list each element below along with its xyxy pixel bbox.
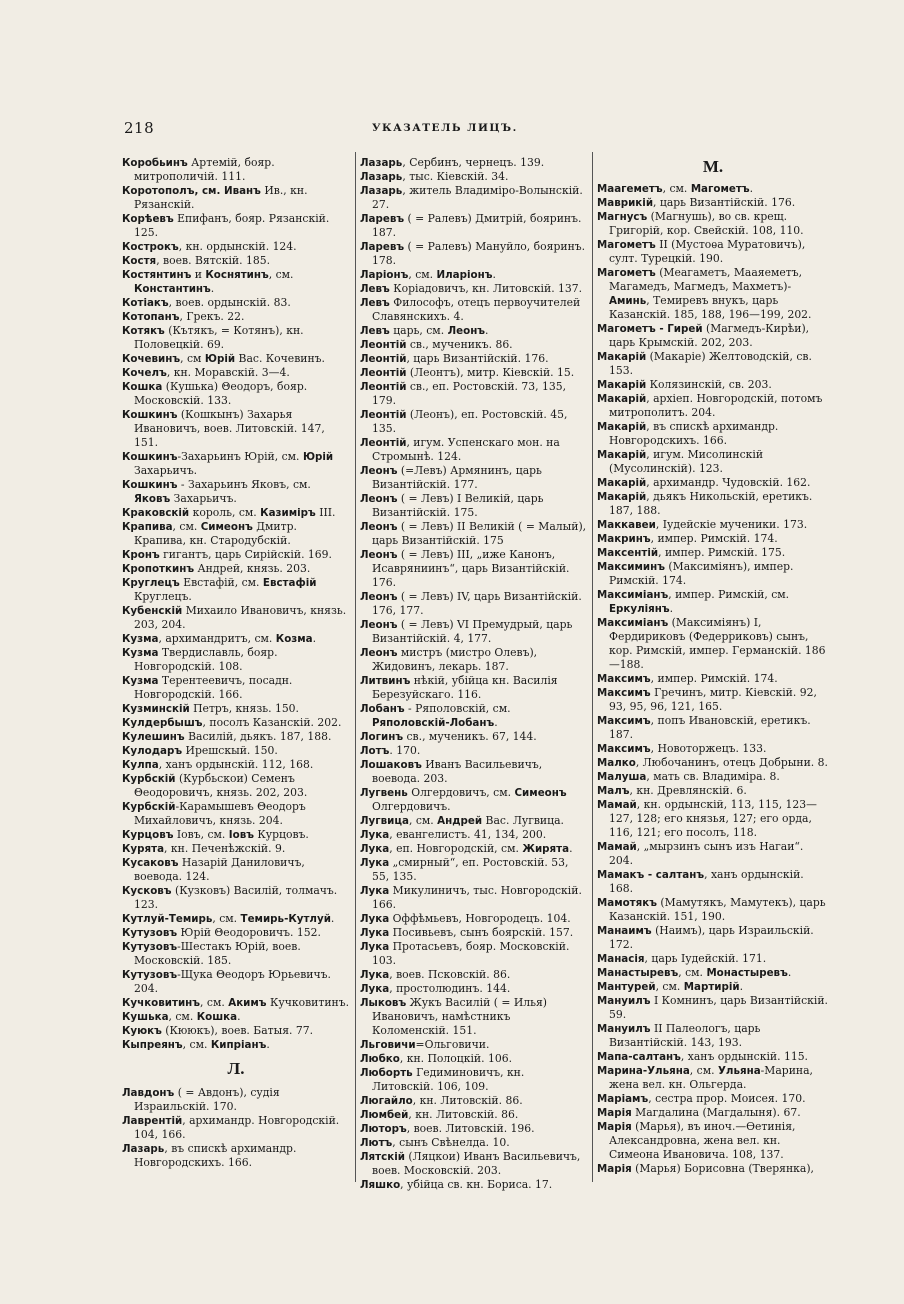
index-entry: Кузма Терентеевичъ, посадн. Новгородскій. 166. <box>122 674 293 701</box>
index-entry: Манасія, царь Іудейскій. 171. <box>597 952 767 965</box>
column-divider <box>355 152 356 1182</box>
page-number: 218 <box>124 119 155 137</box>
index-entry: Любко, кн. Полоцкій. 106. <box>360 1052 513 1065</box>
index-entry: Малуша, мать св. Владиміра. 8. <box>597 770 780 783</box>
index-entry: Мануилъ II Палеологъ, царь Византійскій. 143, 193. <box>597 1022 761 1049</box>
index-entry: Леонъ ( = Левъ) VI Премудрый, царь Византійскій. 4, 177. <box>360 618 573 645</box>
index-entry: Макарій (Макаріе) Желтоводскій, св. 153. <box>597 350 812 377</box>
index-entry: Магнусъ (Магнушь), во св. крещ. Григорій, кор. Свейскій. 108, 110. <box>597 210 804 237</box>
index-entry: Левъ Философъ, отецъ первоучителей Славянскихъ. 4. <box>360 296 581 323</box>
index-entry: Ляшко, убійца св. кн. Бориса. 17. <box>360 1178 553 1191</box>
index-entry: Кузма, архимандритъ, см. Козма. <box>122 632 317 645</box>
index-entry: Леонъ ( = Левъ) I Великій, царь Византійскій. 175. <box>360 492 544 519</box>
index-entry: Лука Протасьевъ, бояр. Московскій. 103. <box>360 940 570 967</box>
index-entry: Кузма Твердиславль, бояр. Новгородскій. 108. <box>122 646 278 673</box>
index-entry: Марина-Ульяна, см. Ульяна-Марина, жена вел. кн. Ольгерда. <box>597 1064 813 1091</box>
index-entry: Макринъ, импер. Римскій. 174. <box>597 532 778 545</box>
index-entry: Кушька, см. Кошка. <box>122 1010 241 1023</box>
index-entry: Магометъ - Гирей (Магмедъ-Кирѣи), царь Крымскій. 202, 203. <box>597 322 810 349</box>
index-entry: Кусковъ (Кузковъ) Василій, толмачъ. 123. <box>122 884 338 911</box>
running-head: УКАЗАТЕЛЬ ЛИЦЪ. <box>372 122 518 134</box>
index-entry: Мамакъ - салтанъ, ханъ ордынскій. 168. <box>597 868 804 895</box>
letter-heading: Л. <box>227 1059 245 1078</box>
index-entry: Кузминскій Петръ, князь. 150. <box>122 702 299 715</box>
index-entry: Мануилъ I Комнинъ, царь Византійскій. 59. <box>597 994 828 1021</box>
index-entry: Леонъ мистръ (мистро Олевъ), Жидовинъ, лекарь. 187. <box>360 646 538 673</box>
index-entry: Костя, воев. Вятскій. 185. <box>122 254 271 267</box>
index-entry: Лука Микулиничъ, тыс. Новгородскій. 166. <box>360 884 582 911</box>
index-entry: Курбскій-Карамышевъ Θеодоръ Михайловичъ, князь. 204. <box>122 800 306 827</box>
index-entry: Кочелъ, кн. Моравскій. 3—4. <box>122 366 290 379</box>
index-entry: Леонтій (Леонъ), еп. Ростовскій. 45, 135. <box>360 408 568 435</box>
index-entry: Макарій, дьякъ Никольскій, еретикъ. 187, 188. <box>597 490 813 517</box>
index-entry: Курята, кн. Печенѣжскій. 9. <box>122 842 286 855</box>
index-entry: Мамай, кн. ордынскій, 113, 115, 123—127, 128; его князья, 127; его орда, 116, 121; его посолъ, 118. <box>597 798 817 839</box>
index-entry: Манастыревъ, см. Монастыревъ. <box>597 966 792 979</box>
index-column-3 <box>597 156 829 1176</box>
index-entry: Мантурей, см. Мартирій. <box>597 980 744 993</box>
index-entry: Лука Оффѣмьевъ, Новгородецъ. 104. <box>360 912 571 925</box>
index-entry: Леонъ ( = Левъ) II Великій ( = Малый), царь Византійскій. 175 <box>360 520 587 547</box>
index-entry: Кубенскій Михаило Ивановичъ, князь. 203, 204. <box>122 604 347 631</box>
index-entry: Кулодаръ Ирешскый. 150. <box>122 744 278 757</box>
index-entry: Маврикій, царь Византійскій. 176. <box>597 196 796 209</box>
index-entry: Макарій, архимандр. Чудовскій. 162. <box>597 476 811 489</box>
index-entry: Кочевинъ, см Юрій Вас. Кочевинъ. <box>122 352 325 365</box>
index-entry: Леонъ (=Левъ) Армянинъ, царь Византійскій. 177. <box>360 464 542 491</box>
index-entry: Логинъ св., мученикъ. 67, 144. <box>360 730 537 743</box>
index-entry: Кронъ гигантъ, царь Сирійскій. 169. <box>122 548 332 561</box>
index-entry: Лука Посивьевъ, сынъ боярскій. 157. <box>360 926 574 939</box>
letter-heading: М. <box>702 157 724 176</box>
index-entry: Краковскій король, см. Казиміръ III. <box>122 506 336 519</box>
index-entry: Ларевъ ( = Ралевъ) Мануйло, бояринъ. 178. <box>360 240 586 267</box>
index-entry: Макарій Колязинскій, св. 203. <box>597 378 772 391</box>
index-entry: Лугвень Олгердовичъ, см. Симеонъ Олгердовичъ. <box>360 786 567 813</box>
index-entry: Мамотякъ (Мамутякъ, Мамутекъ), царь Казанскій. 151, 190. <box>597 896 826 923</box>
index-entry: Лука, еп. Новгородскій, см. Жирята. <box>360 842 573 855</box>
index-entry: Марія (Марья) Борисовна (Тверянка), <box>597 1162 814 1175</box>
index-entry: Левъ царь, см. Леонъ. <box>360 324 489 337</box>
index-entry: Ларіонъ, см. Иларіонъ. <box>360 268 496 281</box>
index-entry: Максимъ, попъ Ивановскій, еретикъ. 187. <box>597 714 811 741</box>
index-entry: Кропоткинъ Андрей, князь. 203. <box>122 562 311 575</box>
index-entry: Максентій, импер. Римскій. 175. <box>597 546 786 559</box>
index-entry: Котіакъ, воев. ордынскій. 83. <box>122 296 291 309</box>
index-entry: Леонтій (Леонтъ), митр. Кіевскій. 15. <box>360 366 575 379</box>
index-entry: Кошкинъ - Захарьинъ Яковъ, см. Яковъ Захарьичъ. <box>122 478 311 505</box>
index-entry: Кучковитинъ, см. Акимъ Кучковитинъ. <box>122 996 350 1009</box>
index-entry: Куюкъ (Кююкъ), воев. Батыя. 77. <box>122 1024 314 1037</box>
index-entry: Коротополъ, см. Иванъ Ив., кн. Рязанскій. <box>122 184 308 211</box>
index-entry: Максимъ, импер. Римскій. 174. <box>597 672 778 685</box>
index-entry: Котопанъ, Грекъ. 22. <box>122 310 245 323</box>
index-entry: Лугвица, см. Андрей Вас. Лугвица. <box>360 814 564 827</box>
index-entry: Малъ, кн. Древлянскій. 6. <box>597 784 747 797</box>
index-entry: Леонъ ( = Левъ) III, „иже Канонъ, Исавряниинъ“, царь Византійскій. 176. <box>360 548 570 589</box>
index-entry: Левъ Коріадовичъ, кн. Литовскій. 137. <box>360 282 583 295</box>
index-entry: Лятскій (Ляцкои) Иванъ Васильевичъ, воев. Московскій. 203. <box>360 1150 581 1177</box>
index-entry: Маагеметъ, см. Магометъ. <box>597 182 754 195</box>
index-entry: Лука, простолюдинъ. 144. <box>360 982 511 995</box>
index-entry: Кутлуй-Темирь, см. Темирь-Кутлуй. <box>122 912 335 925</box>
index-entry: Лошаковъ Иванъ Васильевичъ, воевода. 203. <box>360 758 543 785</box>
index-entry: Лаврентій, архимандр. Новгородскій. 104, 166. <box>122 1114 340 1141</box>
index-entry: Корѣевъ Епифанъ, бояр. Рязанскій. 125. <box>122 212 330 239</box>
index-entry: Леонтій св., еп. Ростовскій. 73, 135, 179. <box>360 380 567 407</box>
index-entry: Льговичи=Ольговичи. <box>360 1038 490 1051</box>
index-entry: Максимъ, Новоторжецъ. 133. <box>597 742 767 755</box>
index-entry: Лютъ, сынъ Свѣнелда. 10. <box>360 1136 510 1149</box>
column-divider <box>592 152 593 1182</box>
index-entry: Марія (Марья), въ иноч.—Ѳетинія, Александровна, жена вел. кн. Симеона Ивановича. 108, 137. <box>597 1120 796 1161</box>
index-entry: Котякъ (Кътякъ, = Котянъ), кн. Половецкій. 69. <box>122 324 304 351</box>
index-entry: Малко, Любочанинъ, отецъ Добрыни. 8. <box>597 756 828 769</box>
index-entry: Кострокъ, кн. ордынскій. 124. <box>122 240 297 253</box>
index-entry: Мапа-салтанъ, ханъ ордынскій. 115. <box>597 1050 808 1063</box>
index-entry: Лобанъ - Ряполовскій, см. Ряполовскій-Лобанъ. <box>360 702 511 729</box>
index-entry: Крапива, см. Симеонъ Дмитр. Крапива, кн. Стародубскій. <box>122 520 297 547</box>
index-entry: Круглецъ Евстафій, см. Евстафій Круглецъ. <box>122 576 317 603</box>
index-entry: Максиминъ (Максиміянъ), импер. Римскій. 174. <box>597 560 794 587</box>
index-entry: Люборть Гедиминовичъ, кн. Литовскій. 106, 109. <box>360 1066 525 1093</box>
index-entry: Кулешинъ Василій, дьякъ. 187, 188. <box>122 730 332 743</box>
index-entry: Леонтій, царь Византійскій. 176. <box>360 352 549 365</box>
index-entry: Лазарь, Сербинъ, чернецъ. 139. <box>360 156 545 169</box>
index-entry: Кошка (Кушька) Θеодоръ, бояр. Московскій. 133. <box>122 380 308 407</box>
index-entry: Кошкинъ (Кошкынъ) Захарья Ивановичъ, воев. Литовскій. 147, 151. <box>122 408 325 449</box>
index-entry: Курцовъ Іовъ, см. Іовъ Курцовъ. <box>122 828 309 841</box>
index-entry: Лыковъ Жукъ Василій ( = Илья) Ивановичъ, намѣстникъ Коломенскій. 151. <box>360 996 548 1037</box>
index-entry: Кутузовъ-Щука Θеодоръ Юрьевичъ. 204. <box>122 968 331 995</box>
index-column-2 <box>360 156 588 1192</box>
index-entry: Лука, евангелистъ. 41, 134, 200. <box>360 828 547 841</box>
index-entry: Макарій, архіеп. Новгородскій, потомъ митрополитъ. 204. <box>597 392 823 419</box>
index-entry: Люторъ, воев. Литовскій. 196. <box>360 1122 535 1135</box>
index-entry: Лука, воев. Псковскій. 86. <box>360 968 511 981</box>
index-entry: Кулдербышъ, посолъ Казанскій. 202. <box>122 716 342 729</box>
index-entry: Магометъ (Меагаметъ, Мааяеметъ, Магамедъ, Магмедъ, Махметъ)-Аминь, Темиревъ внукъ, царь Казанскій. 185, 188, 196—199, 202. <box>597 266 812 321</box>
index-entry: Максимъ Гречинъ, митр. Кіевскій. 92, 93, 95, 96, 121, 165. <box>597 686 817 713</box>
index-entry: Костянтинъ и Коснятинъ, см. Константинъ. <box>122 268 294 295</box>
index-entry: Лазарь, въ спискѣ архимандр. Новгородскихъ. 166. <box>122 1142 297 1169</box>
index-entry: Макарій, игум. Мисолинскій (Мусолинскій). 123. <box>597 448 764 475</box>
index-entry: Марія Магдалина (Магдалыня). 67. <box>597 1106 801 1119</box>
index-entry: Магометъ II (Мустоѳа Муратовичъ), султ. Турецкій. 190. <box>597 238 806 265</box>
index-entry: Кыпреянъ, см. Кипріанъ. <box>122 1038 270 1051</box>
index-entry: Леонтій, игум. Успенскаго мон. на Стромынѣ. 124. <box>360 436 560 463</box>
index-entry: Литвинъ нѣкій, убійца кн. Василія Березуйскаго. 116. <box>360 674 558 701</box>
index-entry: Ларевъ ( = Ралевъ) Дмитрій, бояринъ. 187. <box>360 212 582 239</box>
index-entry: Лазарь, житель Владиміро-Волынскій. 27. <box>360 184 583 211</box>
index-entry: Коробьинъ Артемій, бояр. митрополичій. 111. <box>122 156 275 183</box>
index-entry: Лука „смирный“, еп. Ростовскій. 53, 55, 135. <box>360 856 569 883</box>
index-entry: Кусаковъ Назарій Даниловичъ, воевода. 124. <box>122 856 305 883</box>
index-entry: Маріамъ, сестра прор. Моисея. 170. <box>597 1092 806 1105</box>
index-entry: Кутузовъ-Шестакъ Юрій, воев. Московскій. 185. <box>122 940 301 967</box>
index-column-1 <box>122 156 350 1170</box>
index-entry: Кулпа, ханъ ордынскій. 112, 168. <box>122 758 314 771</box>
index-entry: Кутузовъ Юрій Θеодоровичъ. 152. <box>122 926 321 939</box>
index-entry: Леонтій св., мученикъ. 86. <box>360 338 513 351</box>
index-entry: Люмбей, кн. Литовскій. 86. <box>360 1108 519 1121</box>
index-entry: Курбскій (Курбьскои) Семенъ Θеодоровичъ, князь. 202, 203. <box>122 772 308 799</box>
index-entry: Мамай, „мырзинъ сынъ изъ Нагаи“. 204. <box>597 840 804 867</box>
index-entry: Леонъ ( = Левъ) IV, царь Византійскій. 176, 177. <box>360 590 582 617</box>
index-entry: Лотъ. 170. <box>360 744 421 757</box>
index-entry: Макарій, въ спискѣ архимандр. Новгородскихъ. 166. <box>597 420 779 447</box>
index-entry: Максиміанъ (Максиміянъ) I, Фердириковъ (Федерриковъ) сынъ, кор. Римскій, импер. Германскій. 186—188. <box>597 616 826 671</box>
index-entry: Люгайло, кн. Литовскій. 86. <box>360 1094 523 1107</box>
index-entry: Максиміанъ, импер. Римскій, см. Еркуліянъ. <box>597 588 790 615</box>
index-entry: Лазарь, тыс. Кіевскій. 34. <box>360 170 509 183</box>
index-entry: Лавдонъ ( = Авдонъ), судія Израильскій. 170. <box>122 1086 280 1113</box>
index-entry: Кошкинъ-Захарьинъ Юрій, см. Юрій Захарьичъ. <box>122 450 334 477</box>
index-entry: Манаимъ (Наимъ), царь Израильскій. 172. <box>597 924 814 951</box>
index-entry: Маккавеи, Іудейскіе мученики. 173. <box>597 518 808 531</box>
